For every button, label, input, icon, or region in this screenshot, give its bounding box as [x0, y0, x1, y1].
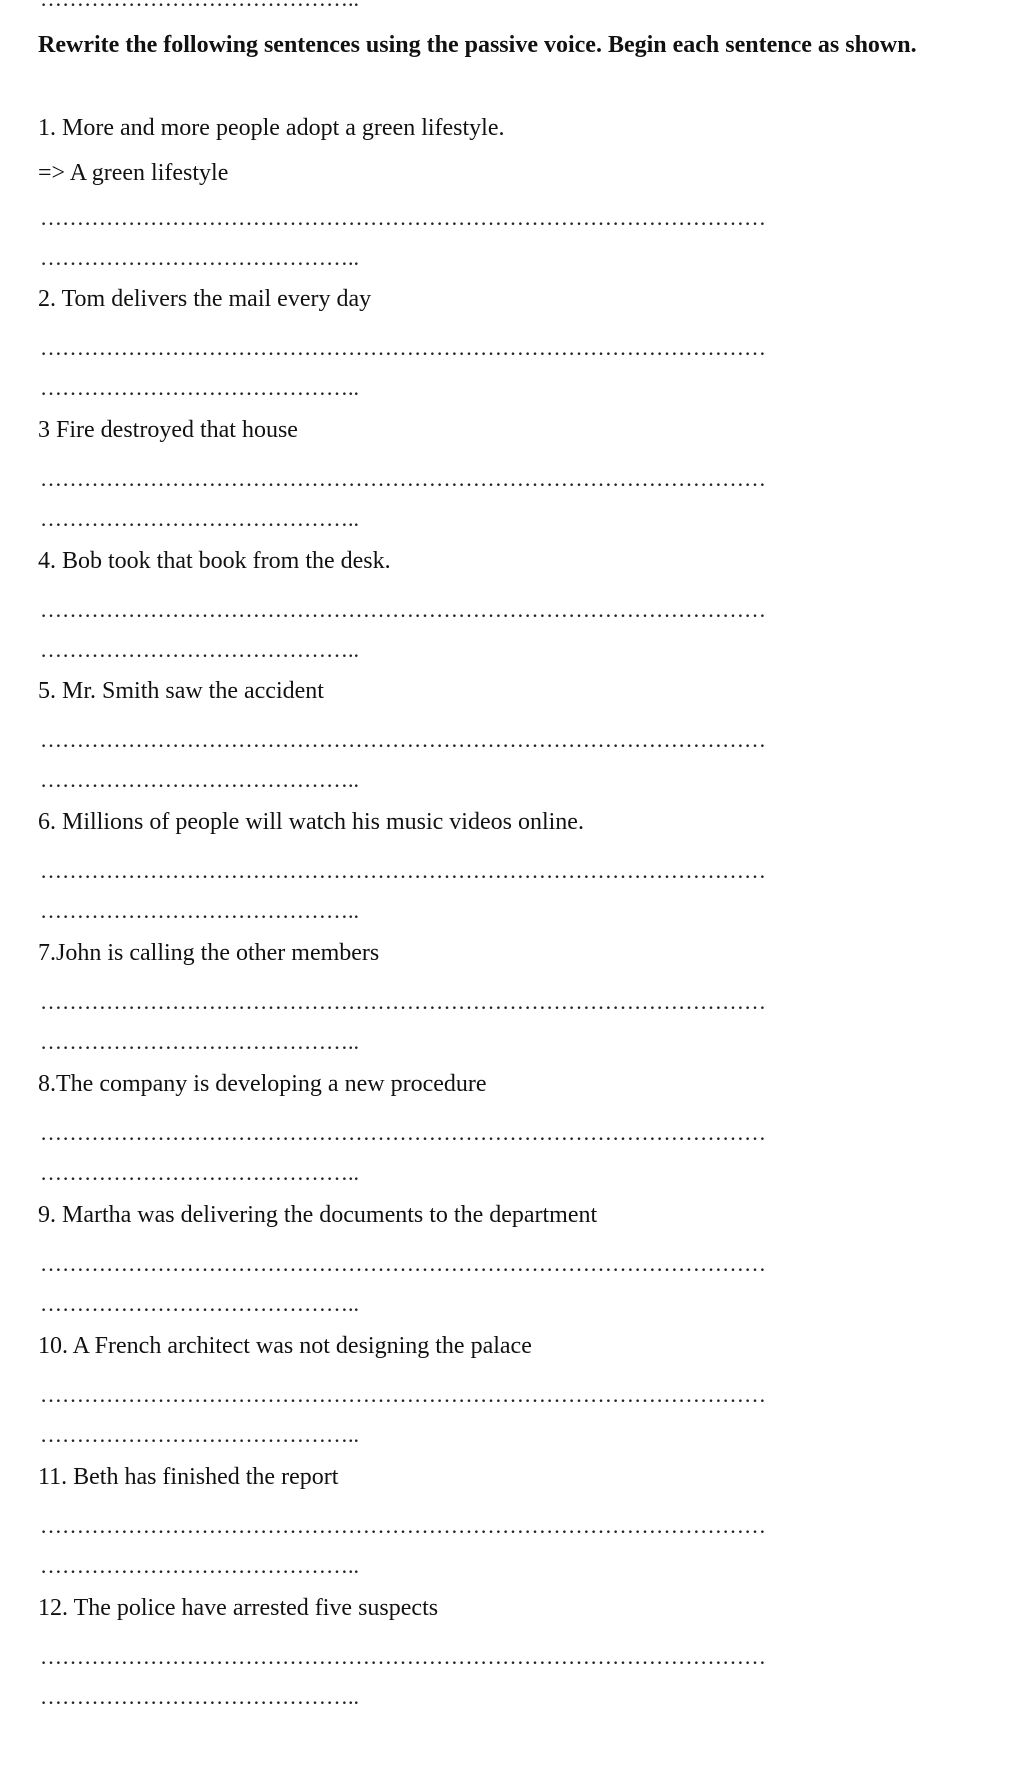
question-11: 11. Beth has finished the report [38, 1464, 339, 1490]
question-8: 8.The company is developing a new procedure [38, 1071, 487, 1097]
answer-line-5a[interactable]: ……………………………………………………………………………………… [40, 728, 766, 752]
answer-line-6a[interactable]: ……………………………………………………………………………………… [40, 859, 766, 883]
answer-line-11a[interactable]: ……………………………………………………………………………………… [40, 1514, 766, 1538]
answer-line-11b[interactable]: …………………………………….. [40, 1554, 359, 1578]
question-12: 12. The police have arrested five suspects [38, 1595, 439, 1621]
answer-line-10a[interactable]: ……………………………………………………………………………………… [40, 1383, 766, 1407]
answer-line-9a[interactable]: ……………………………………………………………………………………… [40, 1252, 766, 1276]
question-6: 6. Millions of people will watch his music videos online. [38, 809, 584, 835]
answer-line-8b[interactable]: …………………………………….. [40, 1161, 359, 1185]
answer-line-7a[interactable]: ……………………………………………………………………………………… [40, 990, 766, 1014]
question-10: 10. A French architect was not designing the palace [38, 1333, 532, 1359]
answer-line-1a[interactable]: ……………………………………………………………………………………… [40, 206, 766, 230]
answer-line-3b[interactable]: …………………………………….. [40, 507, 359, 531]
answer-line-10b[interactable]: …………………………………….. [40, 1423, 359, 1447]
instructions: Rewrite the following sentences using the passive voice. Begin each sentence as shown. [38, 32, 917, 58]
answer-prefix-1: => A green lifestyle [38, 160, 229, 186]
answer-line-3a[interactable]: ……………………………………………………………………………………… [40, 467, 766, 491]
answer-line-4b[interactable]: …………………………………….. [40, 638, 359, 662]
answer-line-1b[interactable]: …………………………………….. [40, 246, 359, 270]
answer-line-2b[interactable]: …………………………………….. [40, 376, 359, 400]
answer-line-7b[interactable]: …………………………………….. [40, 1030, 359, 1054]
answer-line-2a[interactable]: ……………………………………………………………………………………… [40, 336, 766, 360]
answer-line-12b[interactable]: …………………………………….. [40, 1685, 359, 1709]
top-dotted-line [40, 0, 359, 12]
answer-line-12a[interactable]: ……………………………………………………………………………………… [40, 1645, 766, 1669]
question-9: 9. Martha was delivering the documents to the department [38, 1202, 598, 1228]
question-3: 3 Fire destroyed that house [38, 417, 298, 443]
question-1: 1. More and more people adopt a green lifestyle. [38, 115, 505, 141]
answer-line-5b[interactable]: …………………………………….. [40, 768, 359, 792]
answer-line-9b[interactable]: …………………………………….. [40, 1292, 359, 1316]
question-4: 4. Bob took that book from the desk. [38, 548, 391, 574]
answer-line-4a[interactable]: ……………………………………………………………………………………… [40, 598, 766, 622]
question-5: 5. Mr. Smith saw the accident [38, 678, 324, 704]
answer-line-8a[interactable]: ……………………………………………………………………………………… [40, 1121, 766, 1145]
question-2: 2. Tom delivers the mail every day [38, 286, 372, 312]
question-7: 7.John is calling the other members [38, 940, 380, 966]
answer-line-6b[interactable]: …………………………………….. [40, 899, 359, 923]
